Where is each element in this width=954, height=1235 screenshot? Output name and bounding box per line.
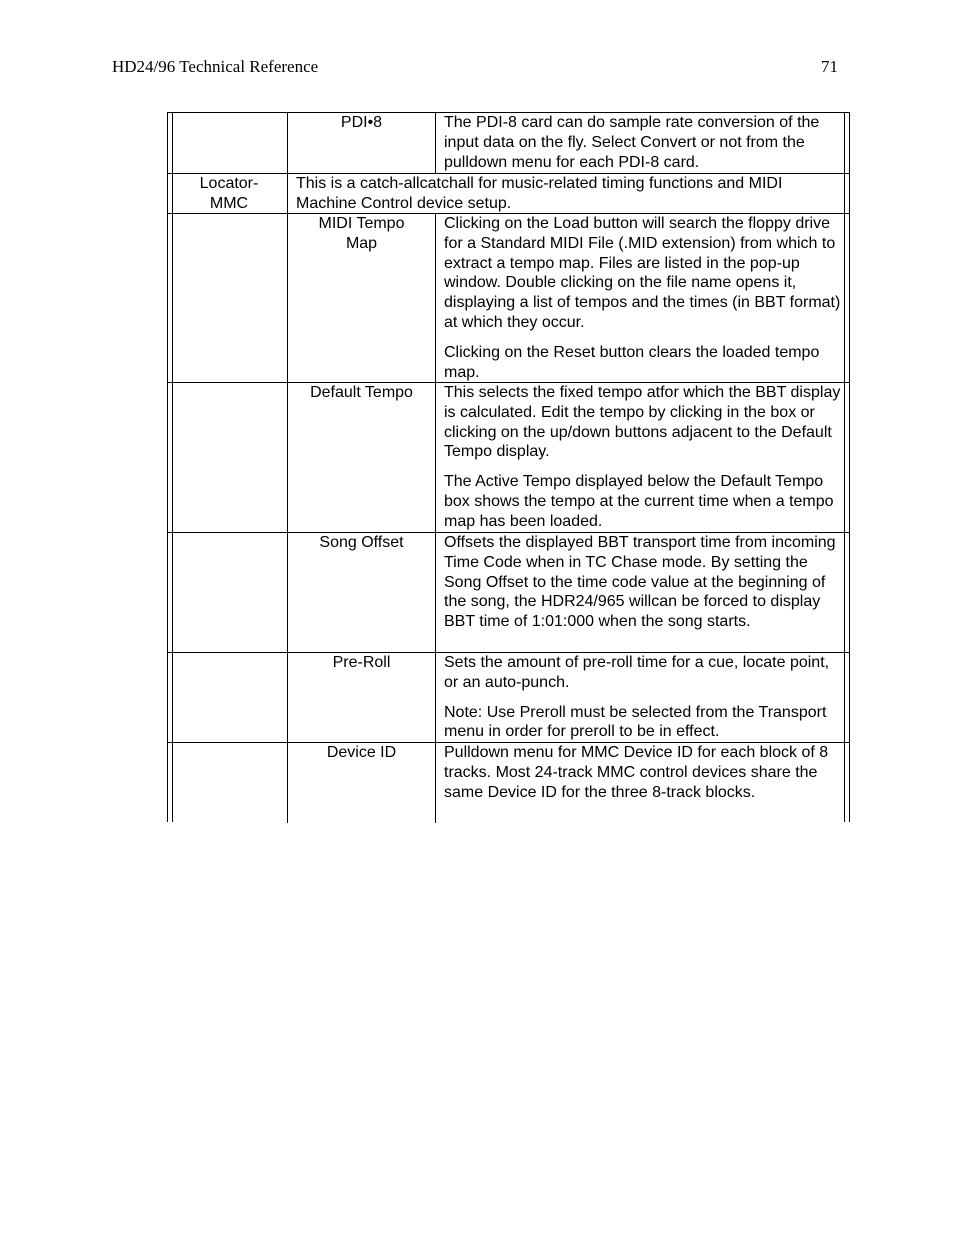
item-cell xyxy=(287,214,435,383)
description-cell xyxy=(435,113,845,174)
table-row xyxy=(167,532,850,653)
description-text: Clicking on the Reset button clears the loaded tempo map. xyxy=(444,343,820,381)
description-cell xyxy=(435,383,845,533)
description-text: Note: Use Preroll must be selected from the Transport menu in order for preroll to be in effect. xyxy=(444,703,827,741)
section-cell xyxy=(171,174,287,214)
item-cell xyxy=(287,653,435,743)
description-cell xyxy=(435,533,845,653)
table-row xyxy=(167,652,850,743)
section-label: Locator-MMC xyxy=(199,175,259,212)
item-label: PDI•8 xyxy=(340,114,383,131)
table-row xyxy=(167,382,850,533)
section-cell xyxy=(171,533,287,653)
description-text: Sets the amount of pre-roll time for a cue, locate point, or an auto-punch. xyxy=(444,654,830,691)
item-label: Pre-Roll xyxy=(332,654,391,671)
item-label: MIDI Tempo Map xyxy=(318,215,405,252)
settings-table xyxy=(167,112,850,822)
description-text: The Active Tempo displayed below the Default Tempo box shows the tempo at the current time when a tempo map has been loaded. xyxy=(444,473,834,530)
section-cell xyxy=(171,653,287,743)
description-cell xyxy=(287,174,845,214)
table-row xyxy=(167,173,850,214)
description-text: Clicking on the Load button will search the floppy drive for a Standard MIDI File (.MID extension) from which to extract a tempo map. Files are listed in the pop-up window. Double clicking on the file name opens it, displaying a list of tempos and the times (in BBT format) at which they occur. xyxy=(444,215,841,331)
table-row xyxy=(167,213,850,383)
description-cell xyxy=(435,653,845,743)
description-text: Pulldown menu for MMC Device ID for each block of 8 tracks. Most 24-track MMC control devices share the same Device ID for the three 8-track blocks. xyxy=(444,744,829,801)
item-label: Song Offset xyxy=(319,534,404,551)
description-cell xyxy=(435,743,845,823)
description-text: The PDI-8 card can do sample rate conversion of the input data on the fly. Select Convert or not from the pulldown menu for each PDI-8 card. xyxy=(444,114,820,171)
table-row xyxy=(167,742,850,823)
description-cell xyxy=(435,214,845,383)
description-text: This selects the fixed tempo atfor which the BBT display is calculated. Edit the tempo by clicking in the box or clicking on the up/down buttons adjacent to the Default Tempo display. xyxy=(444,384,841,461)
item-cell xyxy=(287,743,435,823)
item-cell xyxy=(287,113,435,174)
page-header xyxy=(112,57,838,77)
section-cell xyxy=(171,383,287,533)
description-text: Offsets the displayed BBT transport time from incoming Time Code when in TC Chase mode. By setting the Song Offset to the time code value at the beginning of the song, the HDR24/965 willcan be forced to display BBT time of 1:01:000 when the song starts. xyxy=(444,534,836,631)
table-row xyxy=(167,112,850,174)
item-cell xyxy=(287,533,435,653)
section-cell xyxy=(171,743,287,823)
item-cell xyxy=(287,383,435,533)
section-cell xyxy=(171,113,287,174)
section-cell xyxy=(171,214,287,383)
document-title: HD24/96 Technical Reference xyxy=(112,57,319,76)
page-number: 71 xyxy=(821,57,838,76)
description-text: This is a catch-allcatchall for music-related timing functions and MIDI Machine Control device setup. xyxy=(296,175,783,212)
item-label: Default Tempo xyxy=(310,384,413,401)
item-label: Device ID xyxy=(326,744,397,761)
